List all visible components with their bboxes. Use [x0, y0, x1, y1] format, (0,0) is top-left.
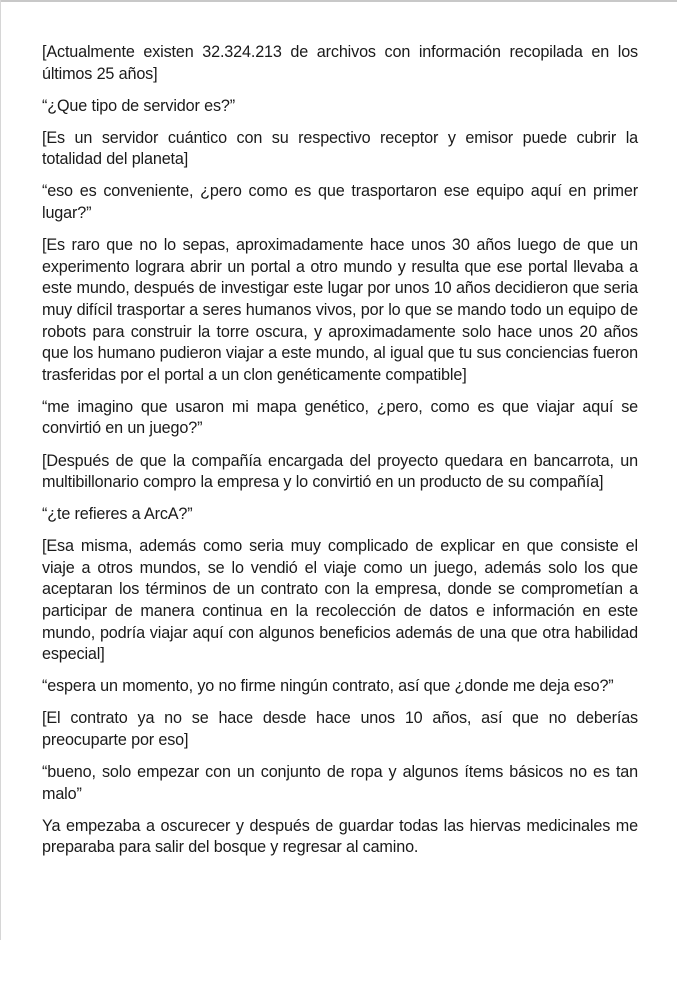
top-page-border — [0, 0, 677, 2]
paragraph-3: [Es un servidor cuántico con su respectivo receptor y emisor puede cubrir la totalidad del planeta] — [42, 128, 638, 169]
paragraph-8: “¿te refieres a ArcA?” — [42, 505, 193, 524]
left-page-border — [0, 0, 1, 940]
paragraph-7: [Después de que la compañía encargada del proyecto quedara en bancarrota, un multibillonario compro la empresa y lo convirtió en un producto de su compañía] — [42, 451, 638, 492]
paragraph-2: “¿Que tipo de servidor es?” — [42, 96, 235, 115]
paragraph-1: [Actualmente existen 32.324.213 de archivos con información recopilada en los últimos 25 años] — [42, 43, 638, 83]
paragraph-9: [Esa misma, además como seria muy complicado de explicar en que consiste el viaje a otros mundos, se lo vendió el viaje como un juego, además solo los que aceptaran los términos de un contrato con la empresa, donde se comprometían a participar de manera continua en la recolección de datos e información en este mundo, podría viajar aquí con algunos beneficios además de una que otra habilidad especial] — [42, 537, 638, 664]
paragraph-4: “eso es conveniente, ¿pero como es que trasportaron ese equipo aquí en primer lugar?” — [42, 182, 638, 223]
paragraph-5: [Es raro que no lo sepas, aproximadamente hace unos 30 años luego de que un experimento lograra abrir un portal a otro mundo y resulta que ese portal llevaba a este mundo, después de investigar este lugar por unos 10 años decidieron que seria muy difícil trasportar a seres humanos vivos, por lo que se mando todo un equipo de robots para construir la torre oscura, y aproximadamente solo hace unos 20 años que los humano pudieron viajar a este mundo, al igual que tu sus conciencias fueron trasferidas por el portal a un clon genéticamente compatible] — [42, 236, 638, 384]
document-page — [42, 42, 638, 870]
paragraph-11: [El contrato ya no se hace desde hace unos 10 años, así que no deberías preocuparte por eso] — [42, 709, 638, 750]
paragraph-13: Ya empezaba a oscurecer y después de guardar todas las hiervas medicinales me preparaba para salir del bosque y regresar al camino. — [42, 816, 638, 857]
paragraph-12: “bueno, solo empezar con un conjunto de ropa y algunos ítems básicos no es tan malo” — [42, 763, 638, 803]
paragraph-10: “espera un momento, yo no firme ningún contrato, así que ¿donde me deja eso?” — [42, 677, 614, 696]
paragraph-6: “me imagino que usaron mi mapa genético, ¿pero, como es que viajar aquí se convirtió en un juego?” — [42, 397, 638, 438]
